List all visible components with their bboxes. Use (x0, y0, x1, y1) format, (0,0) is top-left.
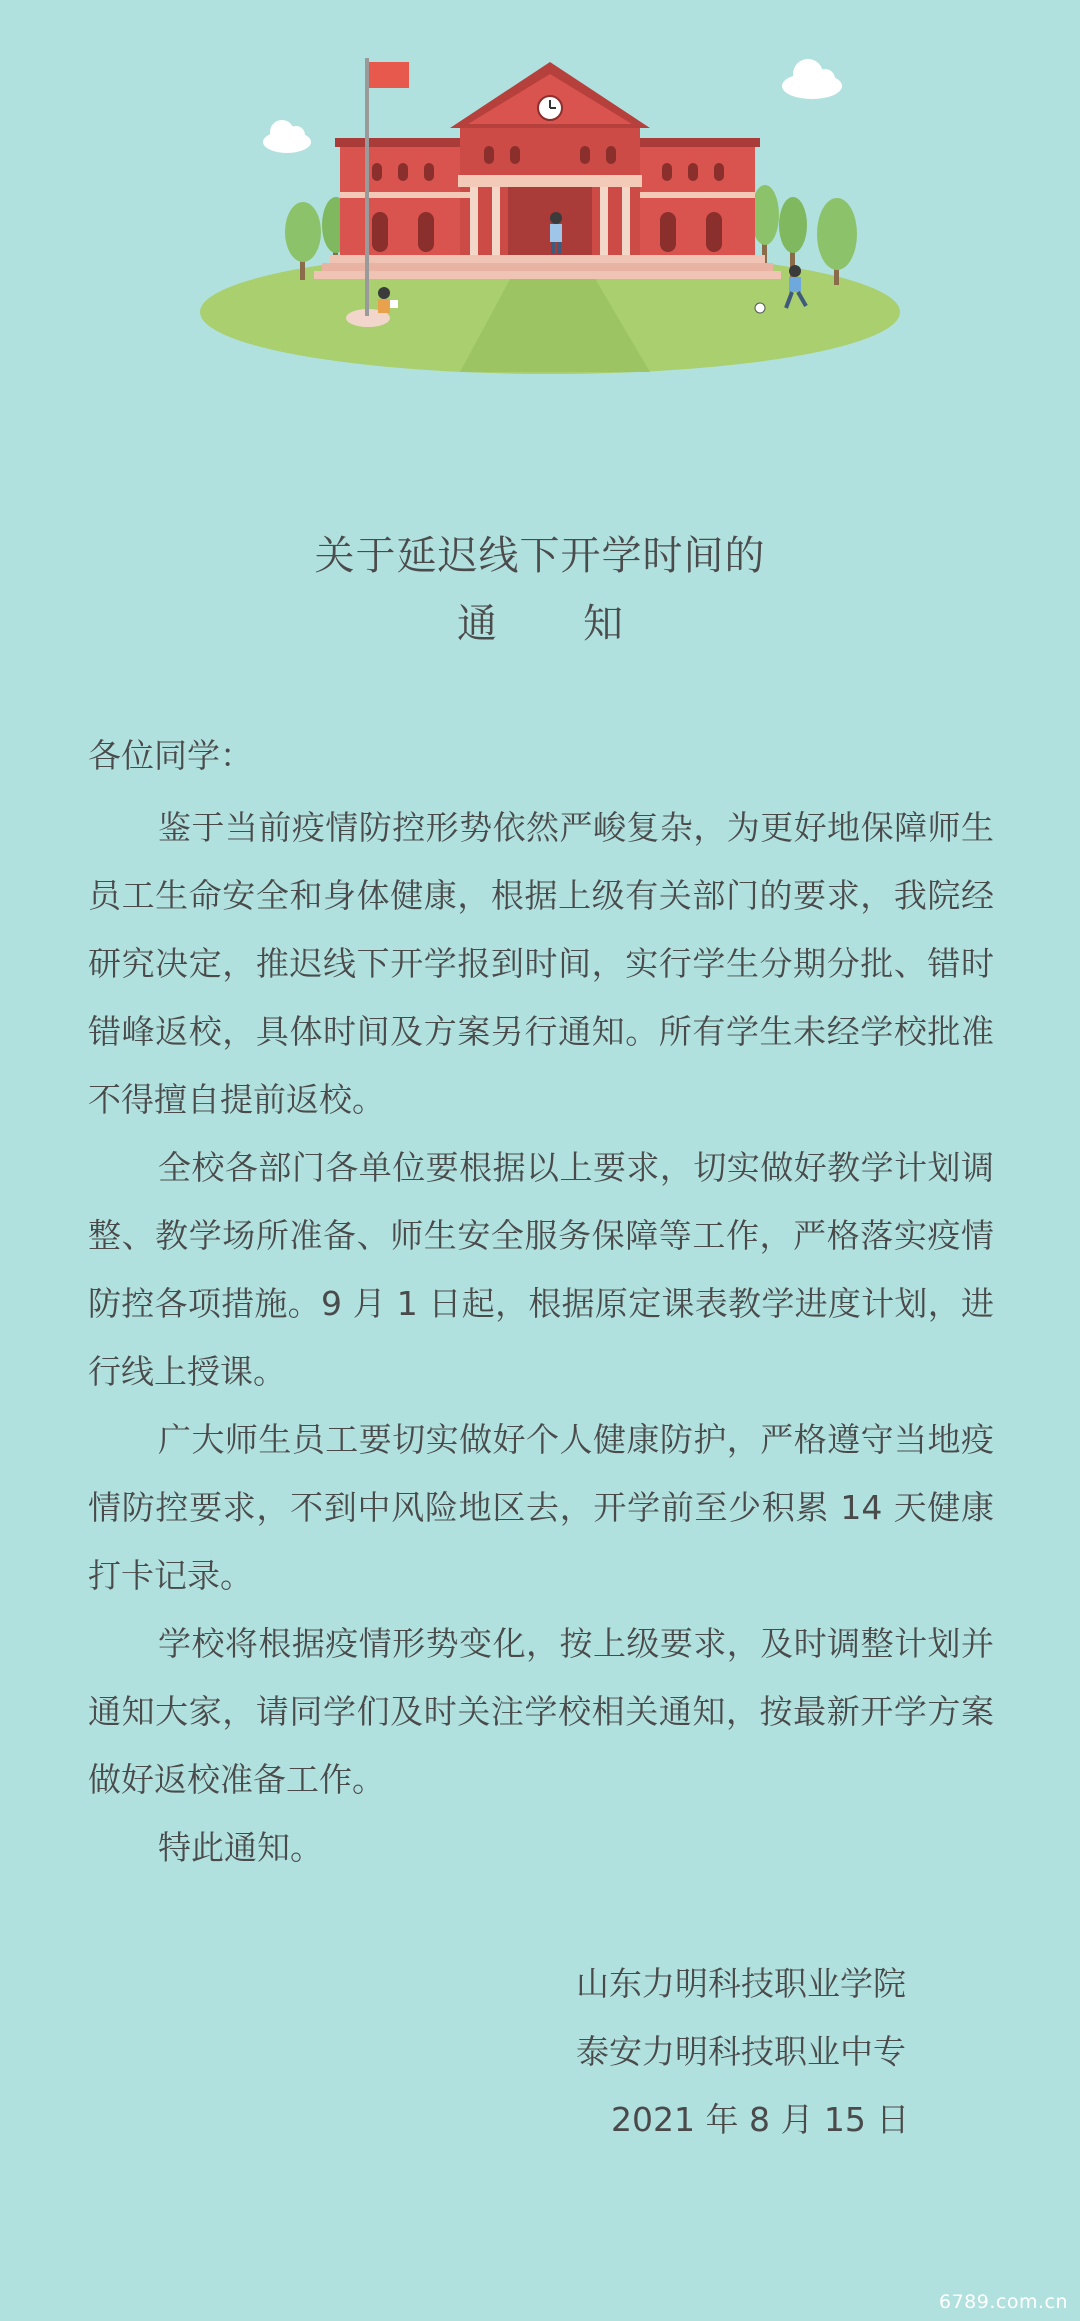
notice-body (88, 794, 994, 1882)
signature-org-1: 山东力明科技职业学院 (576, 1964, 906, 2003)
paragraph-5: 特此通知。 (158, 1828, 323, 1867)
paragraph-4: 学校将根据疫情形势变化，按上级要求，及时调整计划并通知大家，请同学们及时关注学校相关通知，按最新开学方案做好返校准备工作。 (88, 1624, 994, 1799)
watermark: 6789.com.cn (939, 2291, 1068, 2313)
notice-title-line2 (0, 592, 1080, 649)
title-char-1: 通 (457, 601, 497, 647)
school-illustration (0, 0, 1080, 400)
cloud-left (263, 120, 311, 153)
paragraph-2: 全校各部门各单位要根据以上要求，切实做好教学计划调整、教学场所准备、师生安全服务保障等工作，严格落实疫情防控各项措施。9 月 1 日起，根据原定课表教学进度计划，进行线上授课。 (88, 1148, 994, 1391)
paragraph-3: 广大师生员工要切实做好个人健康防护，严格遵守当地疫情防控要求，不到中风险地区去，开学前至少积累 14 天健康打卡记录。 (88, 1420, 994, 1595)
notice-title-line1: 关于延迟线下开学时间的 (314, 533, 766, 579)
school-building (314, 62, 781, 279)
title-char-2: 知 (583, 601, 623, 647)
greeting: 各位同学： (88, 736, 253, 775)
paragraph-1: 鉴于当前疫情防控形势依然严峻复杂，为更好地保障师生员工生命安全和身体健康，根据上级有关部门的要求，我院经研究决定，推迟线下开学报到时间，实行学生分期分批、错时错峰返校，具体时间及方案另行通知。所有学生未经学校批准不得擅自提前返校。 (88, 808, 994, 1119)
cloud-right (782, 59, 842, 99)
signature-block (0, 1950, 1080, 2154)
signature-org-2: 泰安力明科技职业中专 (576, 2032, 906, 2071)
signature-date: 2021 年 8 月 15 日 (611, 2100, 910, 2139)
